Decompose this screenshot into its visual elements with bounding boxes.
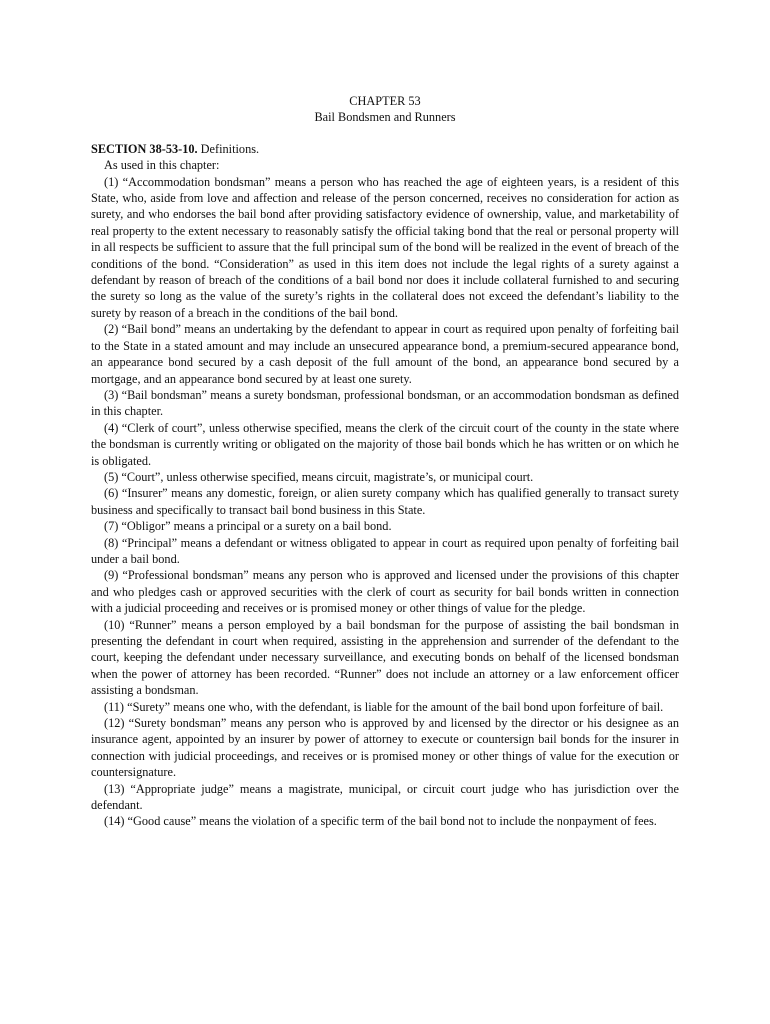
definition-3: (3) “Bail bondsman” means a surety bondsman, professional bondsman, or an accommodation bondsman as defined in this chapter.	[91, 387, 679, 419]
definition-4: (4) “Clerk of court”, unless otherwise specified, means the clerk of the circuit court of the county in the state where the bondsman is currently writing or obligated on the majority of those bail bonds which he has written or on which he is obligated.	[91, 420, 679, 468]
document-page	[91, 93, 679, 830]
chapter-title: Bail Bondsmen and Runners	[314, 110, 456, 125]
definition-14: (14) “Good cause” means the violation of a specific term of the bail bond not to include the nonpayment of fees.	[104, 814, 657, 829]
section-title: Definitions.	[197, 141, 260, 156]
definition-11: (11) “Surety” means one who, with the defendant, is liable for the amount of the bail bond upon forfeiture of bail.	[104, 699, 664, 714]
definition-2: (2) “Bail bond” means an undertaking by the defendant to appear in court as required upon penalty of forfeiting bail to the State in a stated amount and may include an unsecured appearance bond, a premium-secured appearance bond, an appearance bond secured by a cash deposit of the full amount of the bond, an appearance bond secured by a mortgage, and an appearance bond secured by at least one surety.	[91, 322, 679, 386]
definition-9: (9) “Professional bondsman” means any person who is approved and licensed under the provisions of this chapter and who pledges cash or approved securities with the clerk of court as security for bail bonds written in connection with a judicial proceeding and receives or is promised money or other things of value for the pledge.	[91, 568, 679, 616]
definition-10: (10) “Runner” means a person employed by a bail bondsman for the purpose of assisting the bail bondsman in presenting the defendant in court when required, assisting in the apprehension and surrender of the defendant to the court, keeping the defendant under necessary surveillance, and executing bonds on behalf of the licensed bondsman when the power of attorney has been recorded. “Runner” does not include an attorney or a law enforcement officer assisting a bondsman.	[91, 617, 679, 698]
definition-7: (7) “Obligor” means a principal or a surety on a bail bond.	[104, 519, 392, 534]
section-heading	[91, 141, 679, 157]
definition-6: (6) “Insurer” means any domestic, foreign, or alien surety company which has qualified generally to transact surety business and specifically to transact bail bond business in this State.	[91, 486, 679, 517]
definition-8: (8) “Principal” means a defendant or witness obligated to appear in court as required upon penalty of forfeiting bail under a bail bond.	[91, 535, 679, 566]
chapter-heading	[91, 93, 679, 126]
definition-1: (1) “Accommodation bondsman” means a person who has reached the age of eighteen years, is a resident of this State, who, aside from love and affection and release of the person concerned, receives no consideration for action as surety, and who endorses the bail bond after providing satisfactory evidence of ownership, value, and marketability of real property to the extent necessary to reasonably satisfy the official taking bond that the real or personal property will in all respects be sufficient to assure that the full principal sum of the bond will be realized in the event of breach of the conditions of the bond. “Consideration” as used in this item does not include the legal rights of a surety against a defendant by reason of breach of the conditions of a bail bond nor does it include collateral furnished to and securing the surety so long as the value of the surety’s rights in the collateral does not exceed the defendant’s liability to the surety by reason of a breach in the conditions of the bail bond.	[91, 174, 679, 320]
definition-12: (12) “Surety bondsman” means any person who is approved by and licensed by the director or his designee as an insurance agent, appointed by an insurer by power of attorney to execute or countersign bail bonds for the insurer in connection with judicial proceedings, and receives or is promised money or other things of value for the execution or countersignature.	[91, 716, 679, 780]
section-number: SECTION 38-53-10.	[91, 141, 198, 156]
section-intro: As used in this chapter:	[104, 158, 220, 173]
definition-5: (5) “Court”, unless otherwise specified, means circuit, magistrate’s, or municipal court.	[104, 469, 534, 484]
definition-13: (13) “Appropriate judge” means a magistrate, municipal, or circuit court judge who has jurisdiction over the defendant.	[91, 781, 679, 813]
chapter-number: CHAPTER 53	[349, 94, 421, 108]
